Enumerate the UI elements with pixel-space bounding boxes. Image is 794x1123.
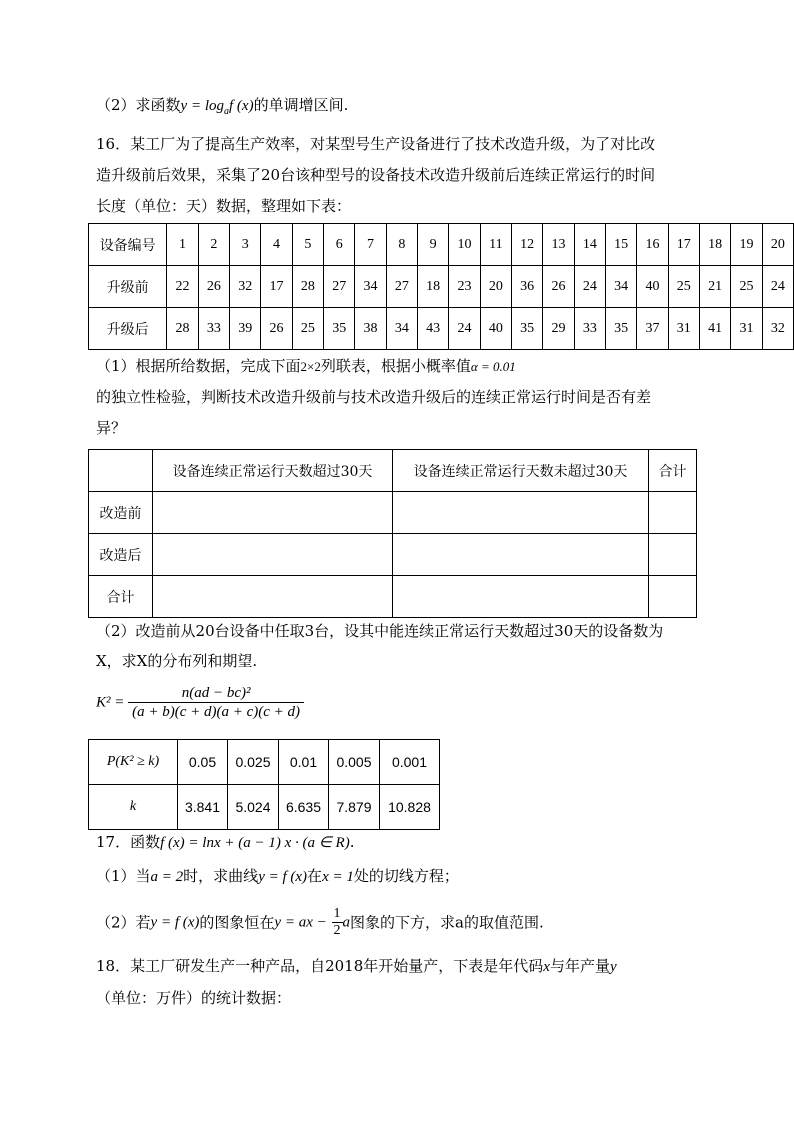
contingency-table (88, 449, 697, 618)
table-row: 升级后 28 33 39 26 25 35 38 34 43 24 40 35 29 33 35 37 31 41 31 32 (89, 308, 794, 350)
answer-cell[interactable] (153, 576, 393, 618)
q18-line1: 18．某工厂研发生产一种产品，自2018年开始量产，下表是年代码x与年产量y (96, 957, 617, 975)
q15-part2: （2）求函数$y = \log_af$ (x)的单调增区间. (96, 96, 349, 117)
answer-cell[interactable] (153, 492, 393, 534)
answer-cell[interactable] (393, 576, 649, 618)
device-data-table (88, 223, 794, 350)
q16-p1-line3: 异？ (96, 419, 127, 437)
row-label: 升级前 (89, 266, 167, 308)
header-cell: 设备编号 (89, 224, 167, 266)
table-row: 改造前 (89, 492, 697, 534)
critical-value-table (88, 739, 440, 830)
q17-part1: （1）当a = 2时，求曲线y = f (x)在x = 1处的切线方程； (96, 867, 459, 885)
table-row: 升级前 22 26 32 17 28 27 34 27 18 23 20 36 26 24 34 40 25 21 25 24 (89, 266, 794, 308)
table-row: 设备连续正常运行天数超过30天 设备连续正常运行天数未超过30天 合计 (89, 450, 697, 492)
q16-p1-line1: （1）根据所给数据，完成下面2×2列联表，根据小概率值α = 0.01 (96, 357, 516, 375)
answer-cell[interactable] (393, 492, 649, 534)
answer-cell[interactable] (649, 534, 697, 576)
table-row: 设备编号 1 2 3 4 5 6 7 8 9 10 11 12 13 14 15 16 17 18 19 20 (89, 224, 794, 266)
q16-line1: 16．某工厂为了提高生产效率，对某型号生产设备进行了技术改造升级，为了对比改 (96, 135, 656, 153)
answer-cell[interactable] (153, 534, 393, 576)
table-row: 合计 (89, 576, 697, 618)
q18-line2: （单位：万件）的统计数据： (96, 989, 292, 1007)
data-table-viewport (0, 0, 794, 400)
q16-line2: 造升级前后效果，采集了20台该种型号的设备技术改造升级前后连续正常运行的时间 (96, 166, 656, 184)
q16-line3: 长度（单位：天）数据，整理如下表： (96, 197, 352, 215)
k2-formula: K² = $\frac{\text{n(ad − bc)²}}{(a + b)(c + d)(a + c)(c + d)}$ (96, 684, 304, 721)
answer-cell[interactable] (649, 576, 697, 618)
q16-p2-line2: X，求X的分布列和期望. (96, 652, 258, 670)
table-row: 改造后 (89, 534, 697, 576)
q16-p1-line2: 的独立性检验，判断技术改造升级前与技术改造升级后的连续正常运行时间是否有差 (96, 388, 652, 406)
q17-line1: 17．函数f (x) = lnx + (a − 1) x · (a ∈ R). (96, 833, 355, 851)
answer-cell[interactable] (393, 534, 649, 576)
answer-cell[interactable] (649, 492, 697, 534)
table-row: P(K² ≥ k) 0.05 0.025 0.01 0.005 0.001 (89, 740, 440, 785)
q16-p2-line1: （2）改造前从20台设备中任取3台，设其中能连续正常运行天数超过30天的设备数为 (96, 622, 664, 640)
row-label: 升级后 (89, 308, 167, 350)
table-row: k 3.841 5.024 6.635 7.879 10.828 (89, 785, 440, 830)
q17-part2: （2）若y = f (x)的图象恒在y = ax − $\frac{1}{2}$ a图象的下方，求a的取值范围. (96, 906, 544, 938)
